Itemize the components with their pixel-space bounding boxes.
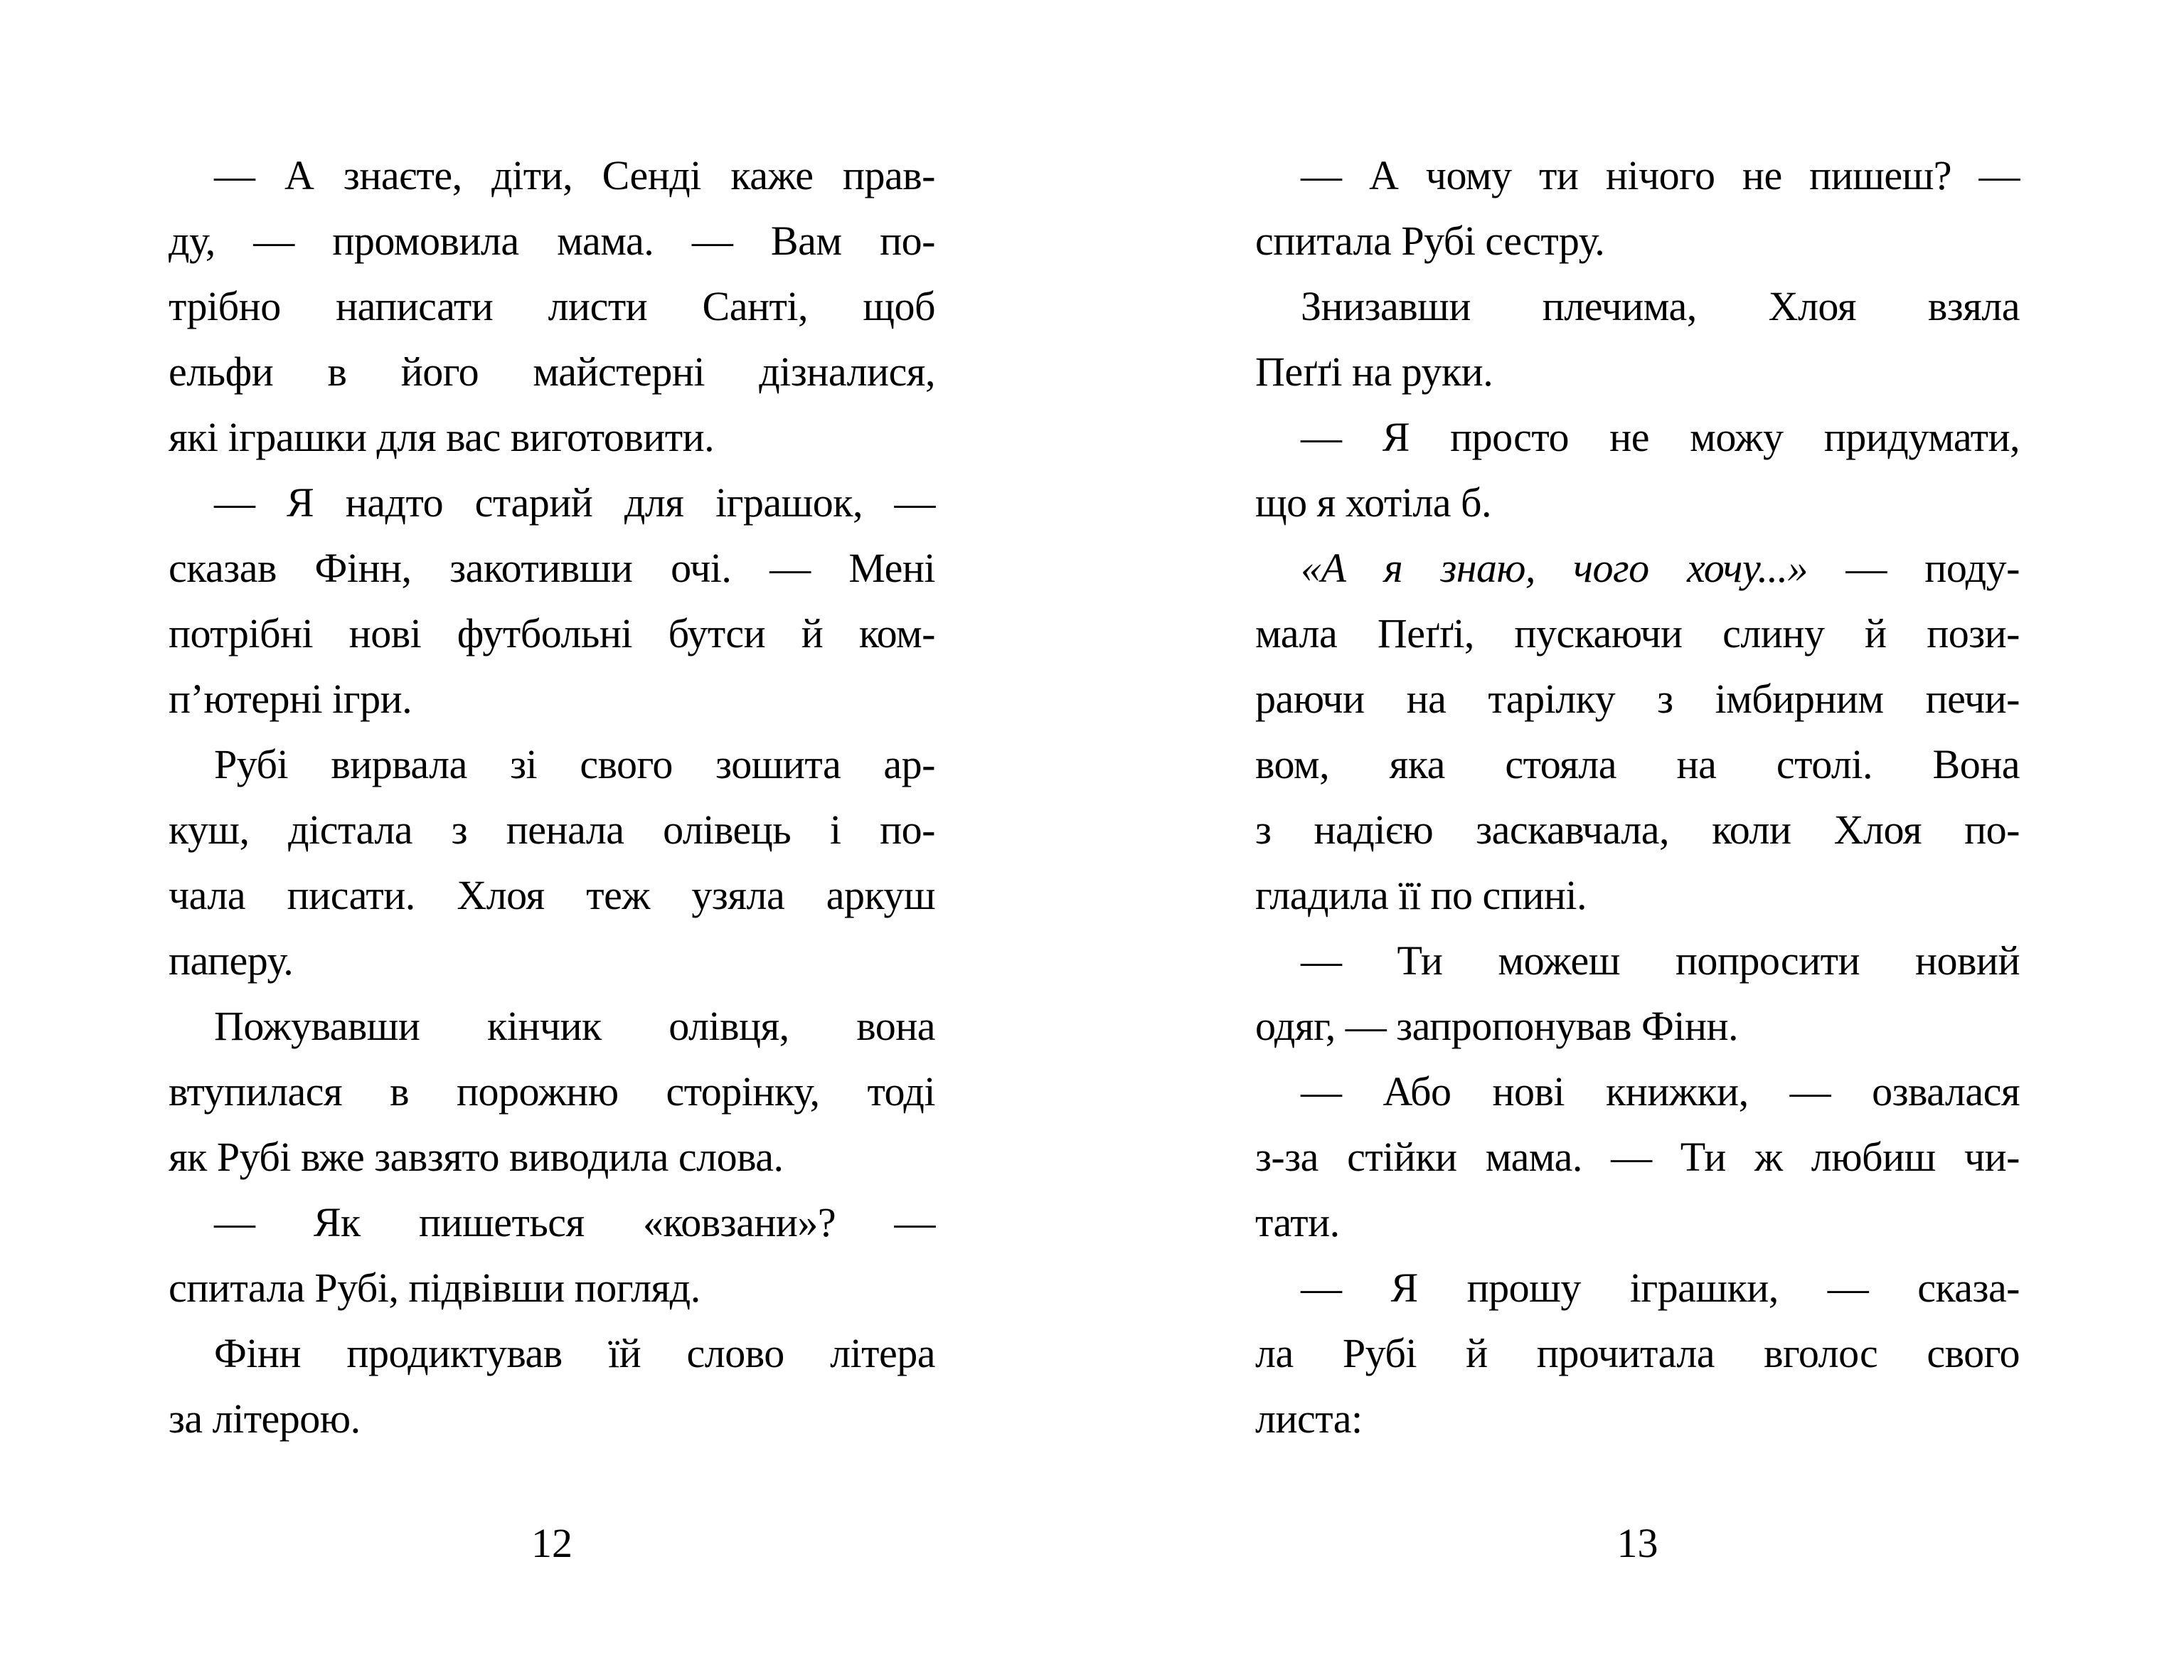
text-line: вом, яка стояла на столі. Вона [1255,741,2020,787]
text-line [1255,536,2020,601]
text-line: — А чому ти нічого не пишеш? — [1301,152,2020,198]
italic-text: «А я знаю, чого хочу...» [1301,545,1809,591]
text-line: — А знаєте, діти, Сенді каже прав- [214,152,935,198]
text-line: з надією заскавчала, коли Хлоя по- [1255,807,2020,853]
text-line: як Рубі вже завзято виводила слова. [169,1134,784,1180]
text-line: чала писати. Хлоя теж узяла аркуш [169,872,935,918]
text-line: п’ютерні ігри. [169,676,412,722]
text-line: ла Рубі й прочитала вголос свого [1255,1330,2020,1376]
text-line: ду, — промовила мама. — Вам по- [169,218,935,264]
text-line: — Як пишеться «ковзани»? — [214,1199,935,1245]
text-line: сказав Фінн, закотивши очі. — Мені [169,545,935,591]
text-line: — Ти можеш попросити новий [1301,937,2020,984]
page-number-12: 12 [531,1520,572,1566]
text-line: спитала Рубі сестру. [1255,218,1605,264]
text-line: Пеґґі на руки. [1255,349,1493,395]
text-line: Рубі вирвала зі свого зошита ар- [214,741,935,787]
page-12-text-block [169,143,935,1452]
text-line: — Я просто не можу придумати, [1301,414,2020,460]
text-line: потрібні нові футбольні бутси й ком- [169,610,935,656]
page-13 [1255,0,2020,1680]
text-line: трібно написати листи Санті, щоб [169,283,935,329]
text-line: Пожувавши кінчик олівця, вона [214,1003,935,1049]
text-line: — Або нові книжки, — озвалася [1301,1068,2020,1115]
regular-text: — поду- [1808,545,2020,591]
text-line: куш, дістала з пенала олівець і по- [169,807,935,853]
text-line: спитала Рубі, підвівши погляд. [169,1265,701,1311]
text-line: паперу. [169,937,294,984]
text-line: раючи на тарілку з імбирним печи- [1255,676,2020,722]
page-12 [169,0,935,1680]
text-line: гладила її по спині. [1255,872,1587,918]
text-line: Фінн продиктував їй слово літера [214,1330,935,1376]
text-line: що я хотіла б. [1255,479,1492,526]
text-line: тати. [1255,1199,1340,1245]
text-line: листа: [1255,1395,1363,1442]
text-line: — Я прошу іграшки, — сказа- [1301,1265,2020,1311]
page-number-13: 13 [1616,1520,1658,1566]
text-line: мала Пеґґі, пускаючи слину й пози- [1255,610,2020,656]
text-line: ельфи в його майстерні дізналися, [169,349,935,395]
text-line: — Я надто старий для іграшок, — [214,479,935,526]
text-line: Знизавши плечима, Хлоя взяла [1301,283,2020,329]
text-line: за літерою. [169,1395,361,1442]
text-line: які іграшки для вас виготовити. [169,414,715,460]
text-line: з-за стійки мама. — Ти ж любиш чи- [1255,1134,2020,1180]
text-line: одяг, — запропонував Фінн. [1255,1003,1739,1049]
text-line: втупилася в порожню сторінку, тоді [169,1068,935,1115]
page-13-text-block [1255,143,2020,1452]
